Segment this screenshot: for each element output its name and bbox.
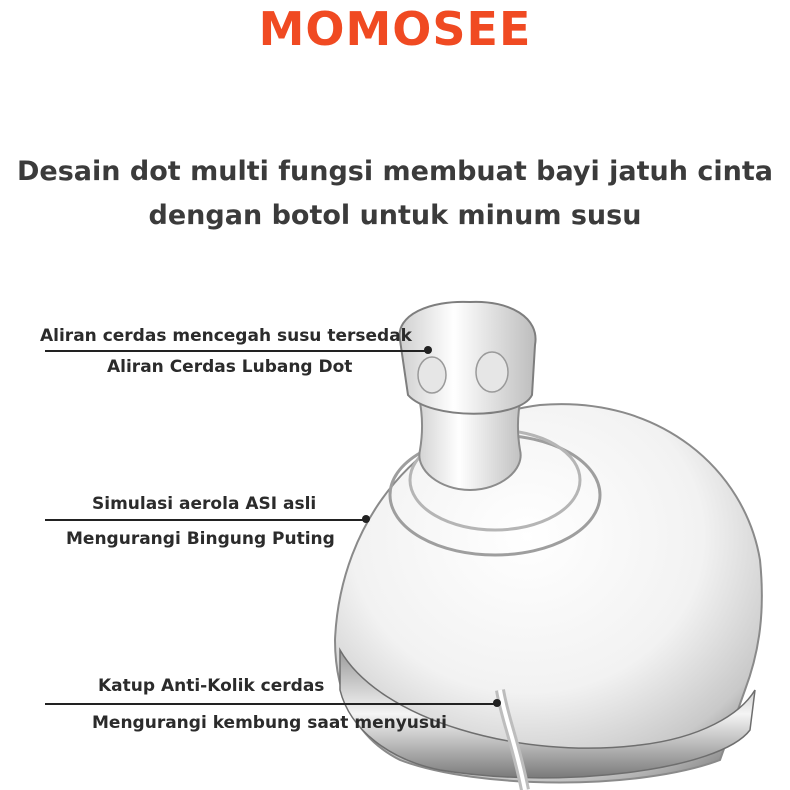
- feature-1-pointer-dot: [424, 346, 432, 354]
- feature-3-subtitle: Mengurangi kembung saat menyusui: [92, 713, 447, 733]
- feature-1-pointer-line: [45, 350, 425, 352]
- feature-3-title: Katup Anti-Kolik cerdas: [98, 676, 325, 696]
- feature-1-title: Aliran cerdas mencegah susu tersedak: [40, 326, 412, 346]
- feature-1-subtitle: Aliran Cerdas Lubang Dot: [107, 357, 353, 377]
- feature-3-pointer-line: [45, 703, 495, 705]
- feature-2-pointer-line: [45, 519, 365, 521]
- headline-line-1: Desain dot multi fungsi membuat bayi jatuh cinta: [17, 156, 773, 187]
- headline-line-2: dengan botol untuk minum susu: [148, 200, 642, 231]
- feature-2-subtitle: Mengurangi Bingung Puting: [66, 529, 335, 549]
- teat-tip: [400, 302, 536, 414]
- teat-window-left: [418, 357, 446, 393]
- feature-2-title: Simulasi aerola ASI asli: [92, 494, 317, 514]
- feature-3-pointer-dot: [493, 699, 501, 707]
- feature-2-pointer-dot: [362, 515, 370, 523]
- brand-logo-text: MOMOSEE: [258, 2, 532, 56]
- teat-window-right: [476, 352, 508, 392]
